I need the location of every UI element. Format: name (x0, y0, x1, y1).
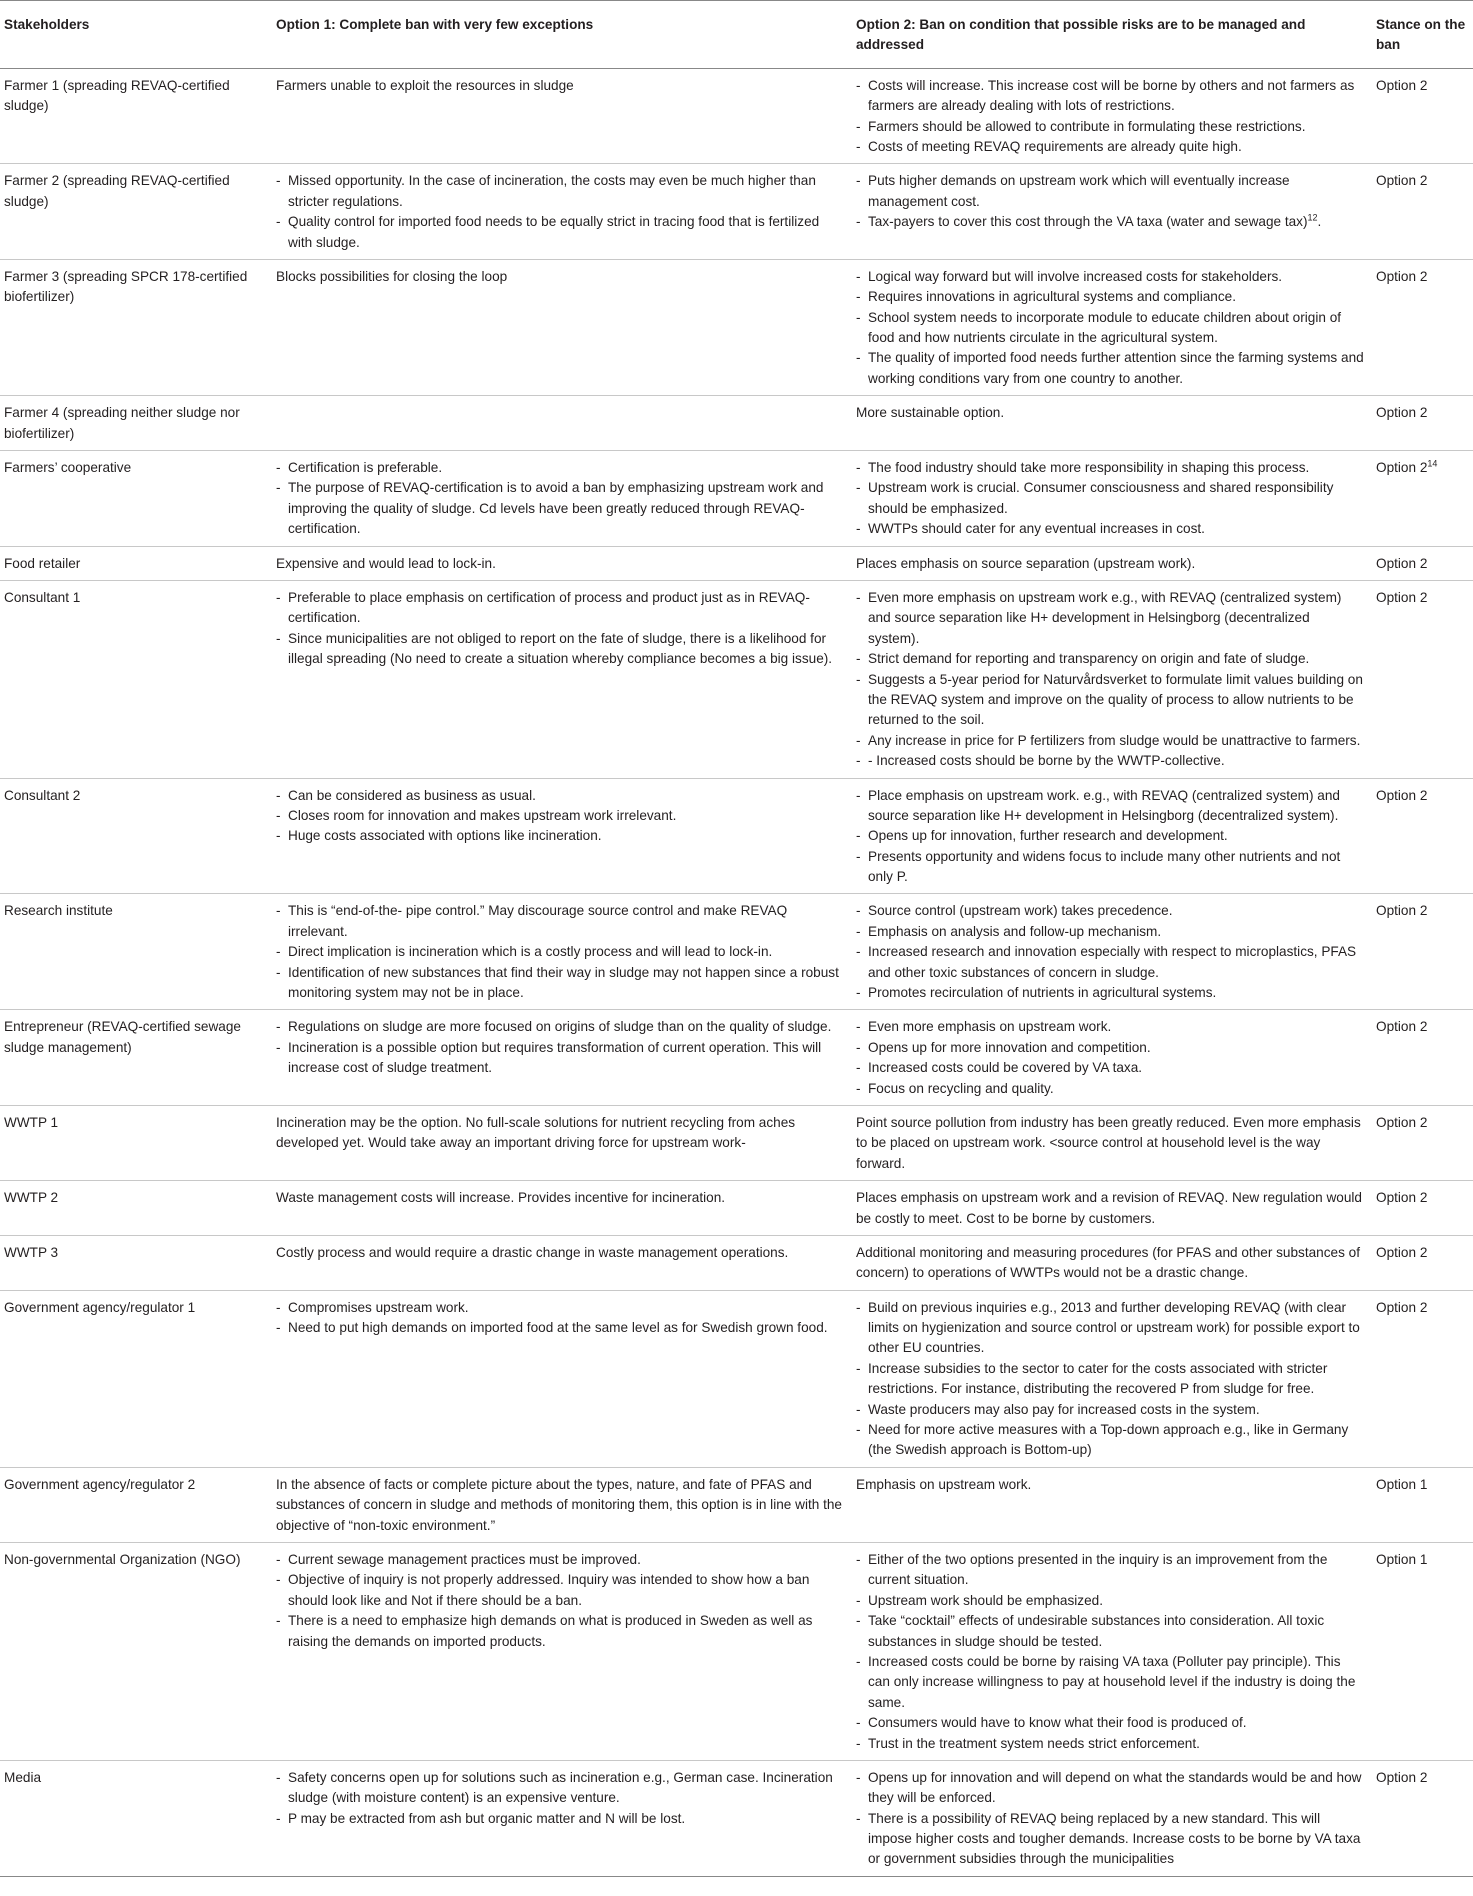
option2-cell (850, 68, 1370, 164)
bullet-item (856, 1420, 1364, 1461)
bullet-item (276, 1038, 844, 1079)
bullet-item (856, 588, 1364, 649)
bullet-text: Puts higher demands on upstream work which will eventually increase management cost. (868, 173, 1290, 209)
bullet-text: This is “end-of-the- pipe control.” May discourage source control and make REVAQ irrelevant. (288, 903, 788, 939)
bullet-text: - Increased costs should be borne by the WWTP-collective. (868, 753, 1225, 769)
bullet-item (276, 588, 844, 629)
option2-cell (850, 1760, 1370, 1876)
stance-cell (1370, 451, 1473, 547)
bullet-item (856, 1359, 1364, 1400)
option1-cell (270, 1235, 850, 1290)
stance-cell (1370, 1467, 1473, 1542)
option1-cell (270, 1290, 850, 1467)
stakeholder-cell: Non-governmental Organization (NGO) (4, 1552, 241, 1567)
bullet-text: The quality of imported food needs further attention since the farming systems and working conditions vary from one country to another. (868, 350, 1364, 386)
bullet-text: WWTPs should cater for any eventual increases in cost. (868, 521, 1205, 537)
bullet-item (856, 1017, 1364, 1037)
stakeholder-cell: Farmer 2 (spreading REVAQ-certified sludge) (4, 173, 230, 209)
cell-text: Blocks possibilities for closing the loop (276, 268, 508, 284)
bullet-item (276, 212, 844, 253)
bullet-text: Direct implication is incineration which is a costly process and will lead to lock-in. (288, 944, 773, 960)
bullet-item (856, 670, 1364, 731)
bullet-item (856, 1038, 1364, 1058)
option2-cell (850, 1010, 1370, 1106)
option2-cell (850, 1235, 1370, 1290)
bullet-item (276, 1318, 844, 1338)
bullet-list (856, 901, 1364, 1003)
bullet-item (856, 731, 1364, 751)
option2-cell (850, 580, 1370, 778)
bullet-list (276, 1017, 844, 1078)
stakeholder-cell: Farmer 4 (spreading neither sludge nor biofertilizer) (4, 405, 240, 441)
bullet-text: Opens up for more innovation and competition. (868, 1039, 1151, 1055)
option2-cell (850, 1105, 1370, 1180)
cell-text: Farmers unable to exploit the resources in sludge (276, 77, 574, 93)
stance-cell (1370, 894, 1473, 1010)
bullet-item (856, 922, 1364, 942)
option1-cell (270, 68, 850, 164)
stakeholder-cell: Government agency/regulator 2 (4, 1476, 196, 1492)
bullet-text: Opens up for innovation, further research and development. (868, 828, 1228, 844)
table-row (0, 259, 1473, 395)
table-row (0, 894, 1473, 1010)
bullet-item (276, 1768, 844, 1809)
bullet-list (856, 588, 1364, 772)
cell-text: Incineration may be the option. No full-scale solutions for nutrient recycling from aches developed yet. Would take away an important driving force for upstream work- (276, 1114, 796, 1151)
bullet-item (276, 1017, 844, 1037)
bullet-item (276, 629, 844, 670)
bullet-item (856, 847, 1364, 888)
table-row (0, 1181, 1473, 1236)
bullet-item (276, 1809, 844, 1829)
bullet-text: There is a possibility of REVAQ being replaced by a new standard. This will impose higher costs and tougher demands. Increase costs to be borne by VA taxa or government subsidies through the municipalities (868, 1810, 1361, 1867)
stance-value: Option 2 (1376, 173, 1428, 189)
option1-cell (270, 451, 850, 547)
stance-value: Option 2 (1376, 1769, 1428, 1785)
stance-value: Option 2 (1376, 1299, 1428, 1315)
bullet-list (856, 76, 1364, 158)
bullet-item (856, 308, 1364, 349)
bullet-item (856, 786, 1364, 827)
bullet-item (276, 478, 844, 539)
option1-cell (270, 1010, 850, 1106)
option2-cell (850, 451, 1370, 547)
cell-text: Point source pollution from industry has been greatly reduced. Even more emphasis to be placed on upstream work. <source control at household level is the way forward. (856, 1114, 1361, 1171)
footnote-marker: 14 (1427, 458, 1438, 469)
option1-cell (270, 778, 850, 894)
bullet-text: Farmers should be allowed to contribute in formulating these restrictions. (868, 118, 1306, 134)
bullet-item: - Tax-payers to cover this cost through the VA taxa (water and sewage tax)$^{12}$. (856, 212, 1364, 232)
bullet-text: Trust in the treatment system needs strict enforcement. (868, 1735, 1200, 1751)
option2-cell (850, 894, 1370, 1010)
bullet-item (856, 826, 1364, 846)
bullet-item (276, 1570, 844, 1611)
bullet-list (276, 786, 844, 847)
option2-cell (850, 546, 1370, 580)
stakeholder-cell: WWTP 2 (4, 1190, 59, 1206)
bullet-text: Need for more active measures with a Top-down approach e.g., like in Germany (the Swedish approach is Bottom-up) (868, 1422, 1349, 1458)
option1-cell (270, 1467, 850, 1542)
stakeholder-cell: Government agency/regulator 1 (4, 1299, 196, 1315)
stakeholder-cell: WWTP 3 (4, 1244, 59, 1260)
stance-value: Option 2 (1376, 903, 1428, 919)
bullet-item (856, 478, 1364, 519)
header-stakeholders: Stakeholders (4, 17, 90, 32)
stakeholder-cell: Food retailer (4, 555, 81, 571)
bullet-text: Missed opportunity. In the case of incineration, the costs may even be much higher than stricter regulations. (288, 173, 816, 209)
option2-cell (850, 396, 1370, 451)
bullet-item (856, 458, 1364, 478)
option2-cell (850, 1543, 1370, 1761)
bullet-item (856, 1058, 1364, 1078)
bullet-list (276, 1550, 844, 1652)
stance-value: Option 1 (1376, 1552, 1428, 1567)
header-option2: Option 2: Ban on condition that possible risks are to be managed and addressed (856, 17, 1306, 53)
header-row (0, 1, 1473, 69)
bullet-text: Strict demand for reporting and transparency on origin and fate of sludge. (868, 651, 1310, 667)
cell-text: Places emphasis on upstream work and a revision of REVAQ. New regulation would be costly to meet. Cost to be borne by customers. (856, 1190, 1362, 1226)
table-row (0, 451, 1473, 547)
stance-value: Option 2 (1376, 77, 1428, 93)
stance-value: Option 2 (1376, 1244, 1428, 1260)
bullet-item (856, 649, 1364, 669)
bullet-text: Identification of new substances that find their way in sludge may not happen since a robust monitoring system may not be in place. (288, 964, 839, 1001)
bullet-item (276, 1550, 844, 1570)
bullet-item (856, 267, 1364, 287)
bullet-text: Need to put high demands on imported food at the same level as for Swedish grown food. (288, 1320, 828, 1336)
bullet-text: School system needs to incorporate module to educate children about origin of food and how nutrients circulate in the agricultural system. (868, 309, 1342, 346)
option1-cell (270, 1543, 850, 1761)
cell-text: Expensive and would lead to lock-in. (276, 555, 496, 571)
bullet-item (856, 1652, 1364, 1713)
table-row (0, 778, 1473, 894)
bullet-text: Since municipalities are not obliged to report on the fate of sludge, there is a likelihood for illegal spreading (No need to create a situation whereby compliance becomes a big issue). (288, 630, 833, 667)
cell-text: In the absence of facts or complete picture about the types, nature, and fate of PFAS and substances of concern in sludge and methods of monitoring them, this option is in line with the objective of “non-toxic environment.” (276, 1476, 842, 1533)
bullet-text: Increased costs could be covered by VA taxa. (868, 1060, 1143, 1076)
stance-value: Option 2 (1376, 787, 1428, 803)
bullet-text: Place emphasis on upstream work. e.g., with REVAQ (centralized system) and source separation like H+ development in Helsingborg (decentralized system). (868, 787, 1340, 823)
bullet-item (856, 751, 1364, 771)
stakeholder-cell: Consultant 2 (4, 787, 81, 803)
bullet-item (856, 1400, 1364, 1420)
bullet-text: Presents opportunity and widens focus to include many other nutrients and not only P. (868, 848, 1341, 885)
table-row (0, 164, 1473, 260)
stance-cell (1370, 396, 1473, 451)
bullet-text: Waste producers may also pay for increased costs in the system. (868, 1401, 1260, 1417)
bullet-text: Even more emphasis on upstream work. (868, 1019, 1112, 1035)
cell-text: Waste management costs will increase. Provides incentive for incineration. (276, 1190, 726, 1206)
bullet-text: Promotes recirculation of nutrients in agricultural systems. (868, 985, 1217, 1001)
bullet-text: Consumers would have to know what their food is produced of. (868, 1715, 1247, 1731)
table-row (0, 1105, 1473, 1180)
option1-cell (270, 396, 850, 451)
bullet-list (276, 458, 844, 540)
bullet-text: Current sewage management practices must be improved. (288, 1552, 641, 1567)
bullet-text: Logical way forward but will involve increased costs for stakeholders. (868, 268, 1283, 284)
option1-cell (270, 1760, 850, 1876)
bullet-item (276, 786, 844, 806)
bullet-text: Objective of inquiry is not properly addressed. Inquiry was intended to show how a ban should look like and Not if there should be a ban. (288, 1572, 810, 1608)
bullet-text: Take “cocktail” effects of undesirable substances into consideration. All toxic substances in sludge should be tested. (868, 1613, 1325, 1649)
table-row (0, 580, 1473, 778)
option1-cell (270, 259, 850, 395)
stakeholder-cell: Consultant 1 (4, 589, 81, 605)
bullet-text: Source control (upstream work) takes precedence. (868, 903, 1173, 919)
cell-text: Places emphasis on source separation (upstream work). (856, 555, 1196, 571)
option2-cell (850, 1467, 1370, 1542)
option2-cell (850, 259, 1370, 395)
bullet-item (856, 1550, 1364, 1591)
option1-cell (270, 546, 850, 580)
option1-cell (270, 580, 850, 778)
stance-value: Option 2 (1376, 555, 1428, 571)
stance-cell (1370, 1235, 1473, 1290)
bullet-item (856, 117, 1364, 137)
bullet-text: The food industry should take more responsibility in shaping this process. (868, 460, 1310, 476)
stance-cell (1370, 778, 1473, 894)
bullet-item (856, 287, 1364, 307)
stakeholder-cell: Farmer 3 (spreading SPCR 178-certified biofertilizer) (4, 268, 248, 305)
bullet-list (276, 1298, 844, 1339)
bullet-text: Emphasis on analysis and follow-up mechanism. (868, 923, 1162, 939)
bullet-item (856, 519, 1364, 539)
stance-value: Option 2 (1376, 589, 1428, 605)
option2-cell (850, 1290, 1370, 1467)
bullet-list (276, 171, 844, 253)
table-row (0, 1290, 1473, 1467)
table-row (0, 1543, 1473, 1761)
bullet-list (276, 1768, 844, 1829)
option1-cell (270, 1105, 850, 1180)
table-row (0, 546, 1473, 580)
stance-value: Option 2 (1376, 1114, 1428, 1130)
bullet-item (856, 901, 1364, 921)
cell-text: Emphasis on upstream work. (856, 1476, 1032, 1492)
bullet-text: Quality control for imported food needs to be equally strict in tracing food that is fertilized with sludge. (288, 214, 820, 250)
option2-cell (850, 164, 1370, 260)
footnote-marker: 12 (1307, 212, 1318, 223)
bullet-list (856, 458, 1364, 540)
bullet-item (276, 901, 844, 942)
bullet-list (856, 267, 1364, 389)
bullet-text: Any increase in price for P fertilizers from sludge would be unattractive to farmers. (868, 732, 1361, 748)
bullet-text: Upstream work should be emphasized. (868, 1592, 1103, 1608)
bullet-text: Tax-payers to cover this cost through the VA taxa (water and sewage tax) (868, 214, 1308, 230)
stance-cell (1370, 1290, 1473, 1467)
bullet-text: Requires innovations in agricultural systems and compliance. (868, 289, 1236, 305)
stance-cell (1370, 68, 1473, 164)
bullet-list (856, 1298, 1364, 1461)
bullet-text: Costs of meeting REVAQ requirements are already quite high. (868, 138, 1242, 154)
bullet-item (276, 1298, 844, 1318)
bullet-text: P may be extracted from ash but organic matter and N will be lost. (288, 1810, 686, 1826)
option2-cell (850, 778, 1370, 894)
table-row (0, 1010, 1473, 1106)
stance-cell (1370, 1760, 1473, 1876)
bullet-text: Increase subsidies to the sector to cater for the costs associated with stricter restrictions. For instance, distributing the recovered P from sludge for free. (868, 1360, 1328, 1397)
bullet-text: There is a need to emphasize high demands on what is produced in Sweden as well as raising the demands on imported products. (288, 1613, 813, 1649)
cell-text: More sustainable option. (856, 405, 1005, 421)
bullet-item (856, 942, 1364, 983)
stance-cell (1370, 546, 1473, 580)
header-stance: Stance on the ban (1376, 17, 1466, 53)
bullet-list (856, 1768, 1364, 1870)
bullet-text: Preferable to place emphasis on certification of process and product just as in REVAQ-certification. (288, 589, 810, 626)
stance-cell (1370, 1181, 1473, 1236)
bullet-item (276, 1611, 844, 1652)
bullet-item (276, 826, 844, 846)
bullet-text: The purpose of REVAQ-certification is to avoid a ban by emphasizing upstream work and improving the quality of sludge. Cd levels have been greatly reduced through REVAQ-certification. (288, 480, 824, 537)
bullet-item (276, 806, 844, 826)
bullet-list (856, 171, 1364, 232)
bullet-text: Certification is preferable. (288, 460, 443, 476)
cell-text: Costly process and would require a drastic change in waste management operations. (276, 1244, 789, 1260)
stance-cell (1370, 1010, 1473, 1106)
stakeholder-cell: Entrepreneur (REVAQ-certified sewage sludge management) (4, 1019, 241, 1055)
bullet-item (276, 963, 844, 1004)
bullet-text: Opens up for innovation and will depend on what the standards would be and how they will be enforced. (868, 1769, 1362, 1806)
bullet-list (856, 1550, 1364, 1754)
stance-value: Option 2 (1376, 268, 1428, 284)
bullet-item (856, 1591, 1364, 1611)
bullet-text: Suggests a 5-year period for Naturvårdsverket to formulate limit values building on the REVAQ system and improve on the quality of process to allow nutrients to be returned to the soil. (868, 671, 1363, 728)
bullet-list (276, 588, 844, 670)
stakeholder-cell: Farmers’ cooperative (4, 460, 132, 476)
bullet-item (856, 983, 1364, 1003)
stance-cell (1370, 259, 1473, 395)
bullet-text: Incineration is a possible option but requires transformation of current operation. This will increase cost of sludge treatment. (288, 1039, 822, 1076)
option1-cell (270, 164, 850, 260)
bullet-item (856, 1713, 1364, 1733)
table-row (0, 68, 1473, 164)
cell-text: Additional monitoring and measuring procedures (for PFAS and other substances of concern) to operations of WWTPs would not be a drastic change. (856, 1244, 1361, 1281)
stakeholder-cell: Farmer 1 (spreading REVAQ-certified sludge) (4, 77, 230, 114)
bullet-text: Compromises upstream work. (288, 1299, 469, 1315)
bullet-list (856, 1017, 1364, 1099)
table-row (0, 1760, 1473, 1876)
stance-value: Option 1 (1376, 1476, 1428, 1492)
stance-value: Option 2 (1376, 460, 1428, 476)
bullet-text: Focus on recycling and quality. (868, 1080, 1054, 1096)
bullet-list (856, 786, 1364, 888)
bullet-item (856, 348, 1364, 389)
stakeholder-cell: WWTP 1 (4, 1114, 59, 1130)
stance-value: Option 2 (1376, 1019, 1428, 1035)
bullet-item (856, 1298, 1364, 1359)
stance-cell (1370, 1105, 1473, 1180)
bullet-text: Build on previous inquiries e.g., 2013 and further developing REVAQ (with clear limits on hygienization and source control or upstream work) for possible export to other EU countries. (868, 1299, 1360, 1356)
bullet-text: Huge costs associated with options like incineration. (288, 828, 602, 844)
bullet-text: Increased research and innovation especially with respect to microplastics, PFAS and other toxic substances of concern in sludge. (868, 944, 1357, 980)
bullet-text: Even more emphasis on upstream work e.g., with REVAQ (centralized system) and source separation like H+ development in Helsingborg (decentralized system). (868, 589, 1342, 646)
bullet-item (856, 1809, 1364, 1870)
stakeholder-cell: Media (4, 1769, 42, 1785)
table-row (0, 1467, 1473, 1542)
bullet-item (856, 76, 1364, 117)
stance-cell (1370, 164, 1473, 260)
table-row (0, 396, 1473, 451)
bullet-item (856, 1611, 1364, 1652)
table-body (0, 68, 1473, 1876)
stakeholder-cell: Research institute (4, 903, 113, 919)
table-row (0, 1235, 1473, 1290)
bullet-list (276, 901, 844, 1003)
bullet-item (856, 171, 1364, 212)
stance-cell (1370, 1543, 1473, 1761)
bullet-item (276, 458, 844, 478)
bullet-text: Closes room for innovation and makes upstream work irrelevant. (288, 807, 677, 823)
bullet-item (276, 171, 844, 212)
bullet-item (856, 1768, 1364, 1809)
bullet-text: Costs will increase. This increase cost will be borne by others and not farmers as farmers are already dealing with lots of restrictions. (868, 77, 1355, 114)
stance-value: Option 2 (1376, 1190, 1428, 1206)
stance-cell (1370, 580, 1473, 778)
bullet-text: Regulations on sludge are more focused on origins of sludge than on the quality of sludge. (288, 1019, 832, 1035)
bullet-item (276, 942, 844, 962)
bullet-text: Safety concerns open up for solutions such as incineration e.g., German case. Incineration sludge (with moisture content) is an expensive venture. (288, 1769, 833, 1806)
bullet-text: Upstream work is crucial. Consumer consciousness and shared responsibility should be emphasized. (868, 480, 1334, 516)
stance-value: Option 2 (1376, 405, 1428, 421)
bullet-text: Can be considered as business as usual. (288, 787, 536, 803)
bullet-text: Increased costs could be borne by raising VA taxa (Polluter pay principle). This can only increase willingness to pay at household level if the industry is doing the same. (868, 1653, 1356, 1710)
header-option1: Option 1: Complete ban with very few exceptions (276, 17, 594, 32)
option2-cell (850, 1181, 1370, 1236)
bullet-text: Either of the two options presented in the inquiry is an improvement from the current situation. (868, 1552, 1328, 1588)
option1-cell (270, 1181, 850, 1236)
option1-cell (270, 894, 850, 1010)
bullet-item (856, 137, 1364, 157)
bullet-item (856, 1734, 1364, 1754)
bullet-item (856, 1079, 1364, 1099)
